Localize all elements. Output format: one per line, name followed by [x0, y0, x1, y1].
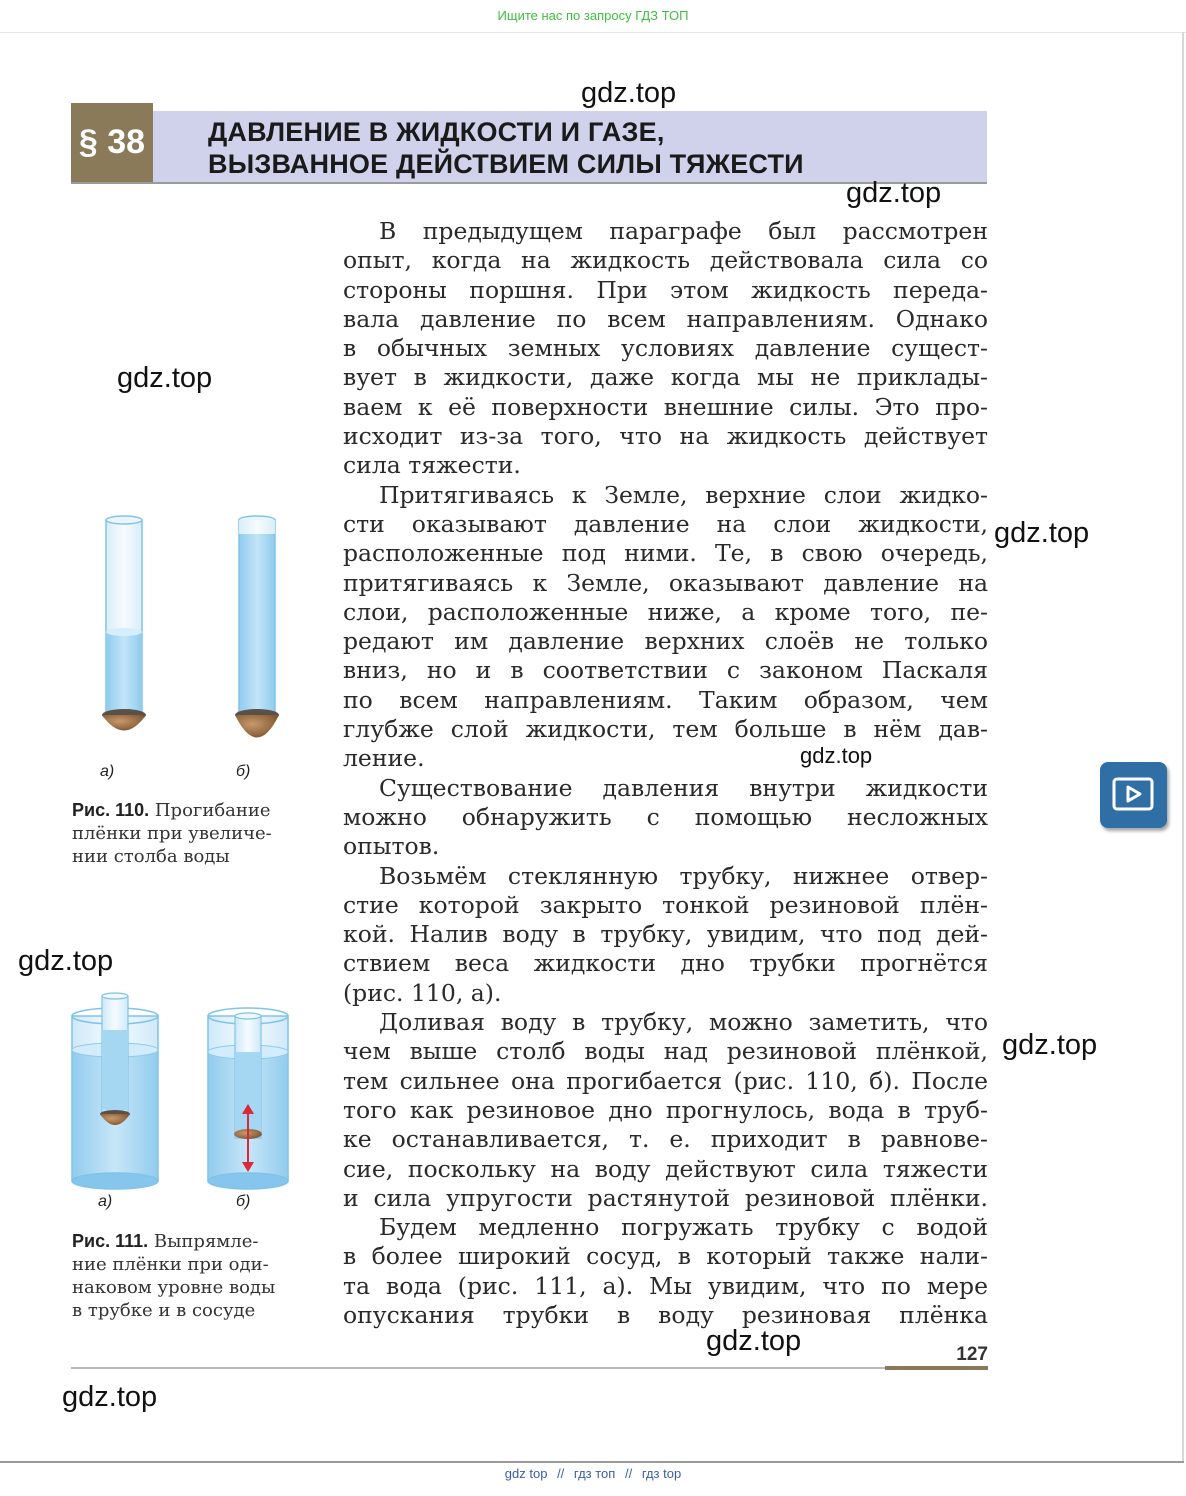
figure-111-illustration: [66, 990, 306, 1190]
figure-110-caption: [72, 799, 312, 868]
caption-text: плёнки при увеличе-: [72, 823, 272, 844]
text-line: опытов.: [343, 832, 440, 861]
caption-text: в трубке и в сосуде: [72, 1300, 256, 1321]
page-right-border: [1182, 32, 1184, 1462]
text-line: тем сильнее она прогибается (рис. 110, б). После: [343, 1066, 988, 1095]
page-number: 127: [956, 1344, 988, 1365]
watermark: gdz.top: [846, 177, 942, 209]
text-line: Существование давления внутри жидкости: [379, 773, 988, 802]
text-line: опускания трубки в воду резиновая плёнка: [343, 1300, 988, 1329]
caption-text: Прогибание: [154, 800, 271, 821]
play-icon: [1100, 762, 1167, 828]
watermark: gdz.top: [117, 362, 213, 394]
text-line: стороны поршня. При этом жидкость переда-: [343, 275, 988, 304]
text-line: в более широкий сосуд, в который также нали-: [343, 1242, 988, 1271]
text-line: Доливая воду в трубку, можно заметить, что: [379, 1008, 988, 1037]
text-line: ваем к её поверхности внешние силы. Это про-: [343, 392, 988, 421]
footer-separator: //: [624, 1466, 633, 1481]
figure-111-label-b: б): [236, 1193, 251, 1210]
text-line: сти оказывают давление на слои жидкости,: [343, 509, 988, 538]
text-line: слои, расположенные ниже, а кроме того, пе-: [343, 597, 988, 626]
text-line: редают им давление верхних слоёв не только: [343, 627, 988, 656]
figure-111-label-a: а): [98, 1193, 113, 1210]
caption-text: Выпрямле-: [153, 1231, 259, 1252]
test-tube-a: [102, 516, 146, 731]
caption-bold: Рис. 110.: [72, 800, 150, 820]
watermark: gdz.top: [800, 743, 873, 768]
vessel-a: [72, 993, 158, 1189]
text-line: ствием веса жидкости дно трубки прогнётся: [343, 949, 988, 978]
footer-link[interactable]: гдз топ: [573, 1466, 616, 1481]
body-text: [343, 217, 988, 1330]
page-rule: [71, 1367, 885, 1369]
text-line: вала давление по всем направлениям. Однако: [343, 304, 988, 333]
text-line: можно обнаружить с помощью несложных: [343, 802, 988, 831]
section-number-badge: § 38: [71, 103, 153, 182]
text-line: кой. Налив воду в трубку, увидим, что под дей-: [343, 920, 988, 949]
figure-110-illustration: [90, 510, 300, 760]
text-line: опыт, когда на жидкость действовала сила со: [343, 246, 988, 275]
text-line: сие, поскольку на воду действуют сила тяжести: [343, 1154, 988, 1183]
text-line: ление.: [343, 744, 425, 773]
text-line: Возьмём стеклянную трубку, нижнее отвер-: [379, 861, 988, 890]
text-line: вниз, но и в соответствии с законом Паскаля: [343, 656, 988, 685]
text-line: притягиваясь к Земле, оказывают давление на: [343, 568, 988, 597]
caption-bold: Рис. 111.: [72, 1231, 149, 1251]
text-line: Притягиваясь к Земле, верхние слои жидко-: [379, 480, 988, 509]
page-title: [208, 116, 968, 180]
text-line: чем выше столб воды над резиновой плёнкой,: [343, 1037, 988, 1066]
caption-text: нии столба воды: [72, 846, 230, 867]
text-line: стие которой закрыто тонкой резиновой плён-: [343, 890, 988, 919]
bottom-divider: [0, 1461, 1184, 1463]
text-line: глубже слой жидкости, тем больше в нём дав-: [343, 715, 988, 744]
footer-separator: //: [557, 1466, 565, 1481]
footer-link[interactable]: gdz top: [504, 1466, 548, 1481]
vessel-b: [208, 1008, 288, 1189]
watermark: gdz.top: [706, 1325, 802, 1357]
text-line: Будем медленно погружать трубку с водой: [379, 1213, 988, 1242]
test-tube-b: [235, 516, 279, 738]
video-play-button[interactable]: [1100, 762, 1167, 828]
top-banner[interactable]: Ищите нас по запросу ГДЗ ТОП: [497, 8, 689, 23]
figure-110-label-a: а): [100, 763, 115, 780]
text-line: по всем направлениям. Таким образом, чем: [343, 685, 988, 714]
caption-text: ние плёнки при оди-: [72, 1254, 269, 1275]
caption-text: наковом уровне воды: [72, 1277, 276, 1298]
text-line: вует в жидкости, даже когда мы не приклады-: [343, 363, 988, 392]
footer-link[interactable]: гдз top: [641, 1466, 682, 1481]
text-line: в обычных земных условиях давление сущест-: [343, 334, 988, 363]
title-line-1: ДАВЛЕНИЕ В ЖИДКОСТИ И ГАЗЕ,: [208, 117, 665, 147]
page-rule-accent: [885, 1366, 988, 1370]
watermark: gdz.top: [18, 945, 114, 977]
text-line: исходит из-за того, что на жидкость действует: [343, 422, 988, 451]
text-line: и сила упругости растянутой резиновой плёнки.: [343, 1183, 988, 1212]
text-line: та вода (рис. 111, а). Мы увидим, что по мере: [343, 1271, 988, 1300]
figure-110-label-b: б): [236, 763, 251, 780]
text-line: ке останавливается, т. е. приходит в равнове-: [343, 1125, 988, 1154]
watermark: gdz.top: [1002, 1029, 1098, 1061]
text-line: В предыдущем параграфе был рассмотрен: [379, 217, 988, 245]
top-divider: [0, 32, 1186, 33]
watermark: gdz.top: [581, 77, 677, 109]
text-line: сила тяжести.: [343, 451, 521, 480]
watermark: gdz.top: [62, 1381, 158, 1413]
watermark: gdz.top: [994, 517, 1090, 549]
text-line: того как резиновое дно прогнулось, вода в труб-: [343, 1095, 988, 1124]
title-line-2: ВЫЗВАННОЕ ДЕЙСТВИЕМ СИЛЫ ТЯЖЕСТИ: [208, 149, 804, 179]
footer: [0, 1466, 1186, 1481]
figure-111-caption: [72, 1230, 312, 1322]
text-line: расположенные под ними. Те, в свою очередь,: [343, 539, 988, 568]
text-line: (рис. 110, а).: [343, 978, 502, 1007]
